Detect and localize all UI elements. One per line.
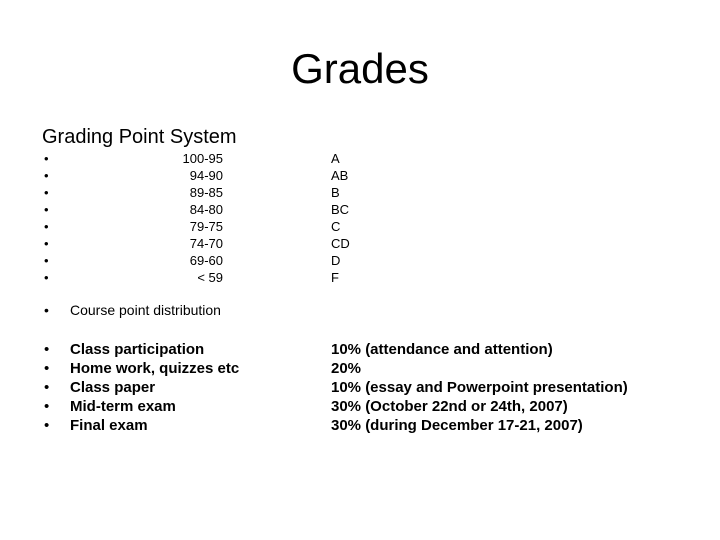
bullet: •: [44, 360, 50, 377]
letter-grade: C: [331, 219, 341, 234]
distribution-item: [0, 340, 720, 359]
bullet: •: [44, 341, 50, 358]
score-range: < 59: [197, 270, 223, 285]
score-range: 79-75: [189, 219, 223, 234]
distribution-item-label: Final exam: [70, 417, 148, 434]
subtitle: Grading Point System: [42, 126, 237, 148]
score-range: 74-70: [189, 236, 223, 251]
page-title: Grades: [291, 45, 429, 92]
letter-grade: F: [331, 270, 339, 285]
score-range: 100-95: [182, 151, 223, 166]
score-range: 89-85: [189, 185, 223, 200]
grade-row: [0, 184, 720, 201]
grade-row: [0, 201, 720, 218]
bullet: •: [44, 202, 49, 217]
distribution-item-label: Class participation: [70, 341, 205, 358]
grade-row: [0, 150, 720, 167]
distribution-item: [0, 397, 720, 416]
grade-row: [0, 269, 720, 286]
distribution-item-weight: 20%: [331, 360, 362, 377]
bullet: •: [44, 219, 49, 234]
bullet: •: [44, 236, 49, 251]
bullet: •: [44, 379, 50, 396]
bullet: •: [44, 417, 50, 434]
letter-grade: B: [331, 185, 340, 200]
bullet: •: [44, 253, 49, 268]
letter-grade: CD: [331, 236, 350, 251]
distribution-item-weight: 30% (October 22nd or 24th, 2007): [331, 398, 568, 415]
distribution-item: [0, 359, 720, 378]
score-range: 69-60: [189, 253, 223, 268]
distribution-item-label: Home work, quizzes etc: [70, 360, 240, 377]
distribution-header-label: Course point distribution: [70, 302, 221, 318]
distribution-item-weight: 30% (during December 17-21, 2007): [331, 417, 583, 434]
grade-row: [0, 167, 720, 184]
bullet: •: [44, 270, 49, 285]
grading-scale-table: [0, 150, 720, 286]
bullet: •: [44, 302, 49, 318]
distribution-item-weight: 10% (attendance and attention): [331, 341, 553, 358]
bullet: •: [44, 398, 50, 415]
bullet: •: [44, 151, 49, 166]
bullet: •: [44, 168, 49, 183]
letter-grade: AB: [331, 168, 349, 183]
letter-grade: D: [331, 253, 341, 268]
grade-row: [0, 252, 720, 269]
grade-row: [0, 218, 720, 235]
distribution-item-label: Mid-term exam: [70, 398, 176, 415]
distribution-item: [0, 416, 720, 435]
distribution-item-weight: 10% (essay and Powerpoint presentation): [331, 379, 628, 396]
letter-grade: A: [331, 151, 340, 166]
distribution-item: [0, 378, 720, 397]
score-range: 84-80: [189, 202, 223, 217]
distribution-item-label: Class paper: [70, 379, 156, 396]
bullet: •: [44, 185, 49, 200]
letter-grade: BC: [331, 202, 350, 217]
grade-row: [0, 235, 720, 252]
distribution-list: [0, 340, 720, 435]
score-range: 94-90: [189, 168, 223, 183]
